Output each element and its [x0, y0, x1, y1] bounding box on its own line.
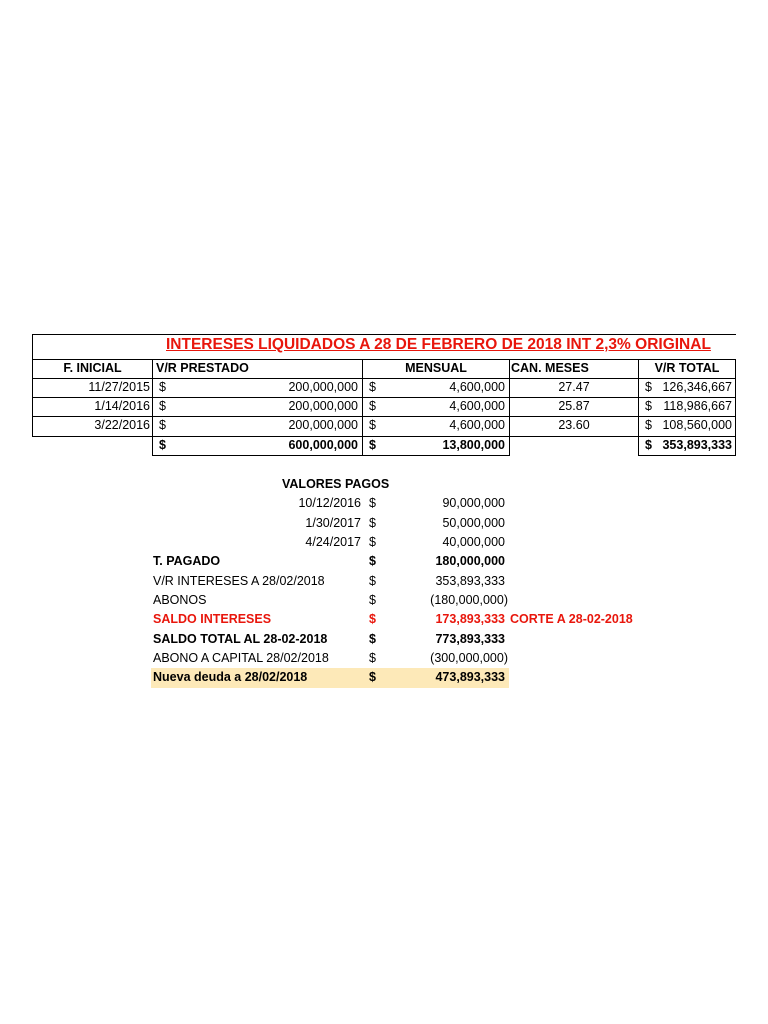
- t-pagado-label: T. PAGADO: [153, 554, 221, 568]
- currency-sign: $: [369, 651, 376, 665]
- table-cell-prestado: 200,000,000: [288, 399, 358, 413]
- total-prestado: 600,000,000: [288, 438, 358, 452]
- grid-line: [32, 334, 736, 335]
- payment-date: 4/24/2017: [305, 535, 361, 549]
- header-f-inicial: F. INICIAL: [63, 361, 122, 375]
- payment-date: 1/30/2017: [305, 516, 361, 530]
- currency-sign: $: [645, 418, 652, 432]
- table-cell-total: 108,560,000: [662, 418, 732, 432]
- header-vr-prestado: V/R PRESTADO: [156, 361, 249, 375]
- currency-sign: $: [369, 380, 376, 394]
- abono-capital-label: ABONO A CAPITAL 28/02/2018: [153, 651, 329, 665]
- total-vr-total: 353,893,333: [662, 438, 732, 452]
- table-cell-mensual: 4,600,000: [449, 399, 505, 413]
- table-cell-meses: 27.47: [558, 380, 590, 394]
- total-mensual: 13,800,000: [442, 438, 505, 452]
- currency-sign: $: [645, 399, 652, 413]
- header-can-meses: CAN. MESES: [511, 361, 589, 375]
- saldo-intereses-label: SALDO INTERESES: [153, 612, 272, 626]
- currency-sign: $: [369, 554, 376, 568]
- sheet-title: INTERESES LIQUIDADOS A 28 DE FEBRERO DE 2018 INT 2,3% ORIGINAL: [166, 336, 711, 353]
- currency-sign: $: [369, 632, 376, 646]
- table-cell-mensual: 4,600,000: [449, 380, 505, 394]
- abono-capital-value: (300,000,000): [430, 651, 508, 665]
- table-cell-date: 3/22/2016: [94, 418, 150, 432]
- payment-value: 90,000,000: [442, 496, 505, 510]
- currency-sign: $: [369, 574, 376, 588]
- vr-intereses-value: 353,893,333: [435, 574, 505, 588]
- header-vr-total: V/R TOTAL: [654, 361, 720, 375]
- saldo-total-value: 773,893,333: [435, 632, 505, 646]
- payment-value: 50,000,000: [442, 516, 505, 530]
- currency-sign: $: [369, 496, 376, 510]
- header-mensual: MENSUAL: [405, 361, 467, 375]
- currency-sign: $: [645, 380, 652, 394]
- payment-date: 10/12/2016: [298, 496, 361, 510]
- currency-sign: $: [369, 438, 376, 452]
- table-cell-date: 11/27/2015: [88, 380, 150, 394]
- corte-note: CORTE A 28-02-2018: [510, 612, 633, 626]
- currency-sign: $: [645, 438, 652, 452]
- currency-sign: $: [369, 593, 376, 607]
- currency-sign: $: [159, 438, 166, 452]
- currency-sign: $: [369, 612, 376, 626]
- currency-sign: $: [369, 516, 376, 530]
- currency-sign: $: [369, 670, 376, 684]
- grid-line: [735, 359, 736, 456]
- currency-sign: $: [159, 380, 166, 394]
- table-cell-total: 118,986,667: [663, 399, 732, 413]
- grid-line: [152, 359, 153, 456]
- table-cell-meses: 23.60: [558, 418, 590, 432]
- t-pagado-value: 180,000,000: [435, 554, 505, 568]
- table-cell-prestado: 200,000,000: [288, 380, 358, 394]
- payment-value: 40,000,000: [442, 535, 505, 549]
- currency-sign: $: [369, 399, 376, 413]
- table-cell-total: 126,346,667: [662, 380, 732, 394]
- table-cell-meses: 25.87: [558, 399, 590, 413]
- currency-sign: $: [369, 418, 376, 432]
- currency-sign: $: [159, 418, 166, 432]
- abonos-value: (180,000,000): [430, 593, 508, 607]
- grid-line: [638, 455, 736, 456]
- vr-intereses-label: V/R INTERESES A 28/02/2018: [153, 574, 325, 588]
- abonos-label: ABONOS: [153, 593, 207, 607]
- table-cell-mensual: 4,600,000: [449, 418, 505, 432]
- table-cell-prestado: 200,000,000: [288, 418, 358, 432]
- payments-heading: VALORES PAGOS: [282, 477, 390, 491]
- currency-sign: $: [369, 535, 376, 549]
- saldo-intereses-value: 173,893,333: [435, 612, 505, 626]
- nueva-deuda-label: Nueva deuda a 28/02/2018: [153, 670, 308, 684]
- currency-sign: $: [159, 399, 166, 413]
- saldo-total-label: SALDO TOTAL AL 28-02-2018: [153, 632, 328, 646]
- nueva-deuda-value: 473,893,333: [435, 670, 505, 684]
- table-cell-date: 1/14/2016: [94, 399, 150, 413]
- grid-line: [152, 455, 510, 456]
